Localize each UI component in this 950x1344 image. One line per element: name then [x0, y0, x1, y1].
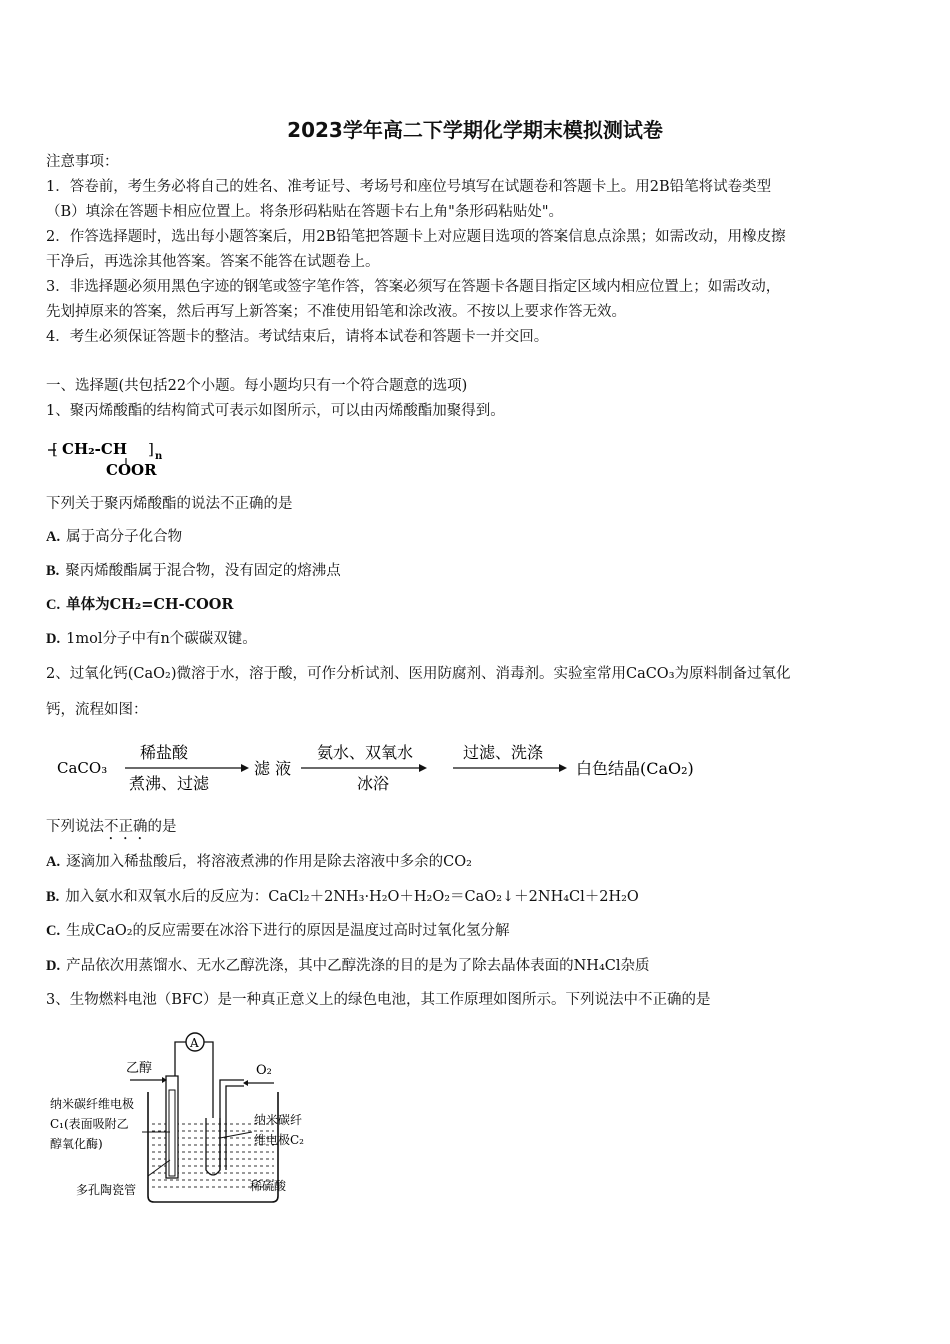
flow-start: CaCO₃ — [57, 759, 108, 777]
ethanol-label: 乙醇 — [126, 1061, 153, 1076]
notice-line: 3．非选择题必须用黑色字迹的钢笔或签字笔作答，答案必须写在答题卡各题目指定区域内相应位置上；如需改动， — [46, 279, 781, 295]
q2-stem-line2: 钙，流程如图： — [46, 702, 148, 718]
left-label-3: 醇氧化酶) — [50, 1137, 103, 1151]
notice-line: 2．作答选择题时，选出每小题答案后，用2B铅笔把答题卡上对应题目选项的答案信息点涂黑；如需改动，用橡皮擦 — [46, 229, 786, 245]
oxygen-label: O₂ — [256, 1063, 272, 1078]
q1-option-c: C. 单体为CH₂=CH-COOR — [46, 596, 234, 613]
bottom-right-label: 稀硫酸 — [250, 1179, 287, 1193]
ethanol-tube — [166, 1076, 178, 1178]
flow-step1-bottom: 煮沸、过滤 — [129, 774, 210, 793]
left-label-2: C₁(表面吸附乙 — [50, 1117, 129, 1131]
q2-option-b: B. 加入氨水和双氧水后的反应为：CaCl₂＋2NH₃·H₂O＋H₂O₂＝CaO₂↓＋2NH₄Cl＋2H₂O — [46, 889, 639, 905]
q1-question: 下列关于聚丙烯酸酯的说法不正确的是 — [46, 496, 293, 512]
bottom-left-label: 多孔陶瓷管 — [76, 1183, 137, 1197]
flow-end: 白色结晶(CaO₂) — [576, 759, 694, 778]
bracket-right: ] — [148, 440, 154, 458]
notice-line: 4．考生必须保证答题卡的整洁。考试结束后，请将本试卷和答题卡一并交回。 — [46, 329, 549, 345]
flow-step3-top: 过滤、洗涤 — [463, 743, 544, 762]
left-label-1: 纳米碳纤维电极 — [50, 1097, 135, 1111]
flow-mid: 滤 液 — [254, 759, 292, 778]
section-heading: 一、选择题(共包括22个小题。每小题均只有一个符合题意的选项) — [46, 378, 468, 394]
notice-line: 干净后，再选涂其他答案。答案不能答在试题卷上。 — [46, 254, 380, 270]
notice-line: （B）填涂在答题卡相应位置上。将条形码粘贴在答题卡右上角"条形码粘贴处"。 — [46, 204, 563, 220]
q1-option-a: A. 属于高分子化合物 — [46, 529, 183, 545]
formula-branch: COOR — [106, 461, 157, 479]
caco2-flow-diagram — [55, 738, 735, 798]
q2-option-a: A. 逐滴加入稀盐酸后，将溶液煮沸的作用是除去溶液中多余的CO₂ — [46, 854, 472, 870]
flow-step1-top: 稀盐酸 — [140, 743, 189, 762]
notice-heading: 注意事项： — [46, 154, 119, 170]
q2-question: 下列说法不正确的是 — [46, 819, 177, 835]
notice-line: 1．答卷前，考生务必将自己的姓名、准考证号、考场号和座位号填写在试题卷和答题卡上。用2B铅笔将试卷类型 — [46, 179, 772, 195]
q2-stem-line1: 2、过氧化钙(CaO₂)微溶于水，溶于酸，可作分析试剂、医用防腐剂、消毒剂。实验室常用CaCO₃为原料制备过氧化 — [46, 666, 791, 682]
q3-stem: 3、生物燃料电池（BFC）是一种真正意义上的绿色电池，其工作原理如图所示。下列说法中不正确的是 — [46, 992, 711, 1008]
q1-stem: 1、聚丙烯酸酯的结构简式可表示如图所示，可以由丙烯酸酯加聚得到。 — [46, 403, 505, 419]
right-label-1: 纳米碳纤 — [254, 1113, 303, 1127]
notice-line: 先划掉原来的答案，然后再写上新答案；不准使用铅笔和涂改液。不按以上要求作答无效。 — [46, 304, 626, 320]
formula-main: CH₂-CH — [62, 440, 128, 458]
formula-subscript: n — [155, 451, 163, 462]
q2-option-c: C. 生成CaO₂的反应需要在冰浴下进行的原因是温度过高时过氧化氢分解 — [46, 923, 510, 939]
flow-step2-bottom: 冰浴 — [357, 774, 390, 793]
right-label-2: 维电极C₂ — [254, 1133, 304, 1147]
oxygen-tube — [220, 1080, 244, 1170]
bracket-left: [ — [52, 440, 58, 458]
bfc-diagram — [48, 1030, 318, 1210]
flow-step2-top: 氨水、双氧水 — [317, 743, 414, 762]
polyacrylate-structure — [44, 436, 174, 480]
ammeter-label: A — [190, 1036, 199, 1050]
q1-option-b: B. 聚丙烯酸酯属于混合物，没有固定的熔沸点 — [46, 563, 341, 579]
q2-option-d: D. 产品依次用蒸馏水、无水乙醇洗涤，其中乙醇洗涤的目的是为了除去晶体表面的NH₄Cl杂质 — [46, 958, 650, 974]
page-title: 2023学年高二下学期化学期末模拟测试卷 — [287, 118, 663, 142]
q1-option-d: D. 1mol分子中有n个碳碳双键。 — [46, 631, 257, 647]
